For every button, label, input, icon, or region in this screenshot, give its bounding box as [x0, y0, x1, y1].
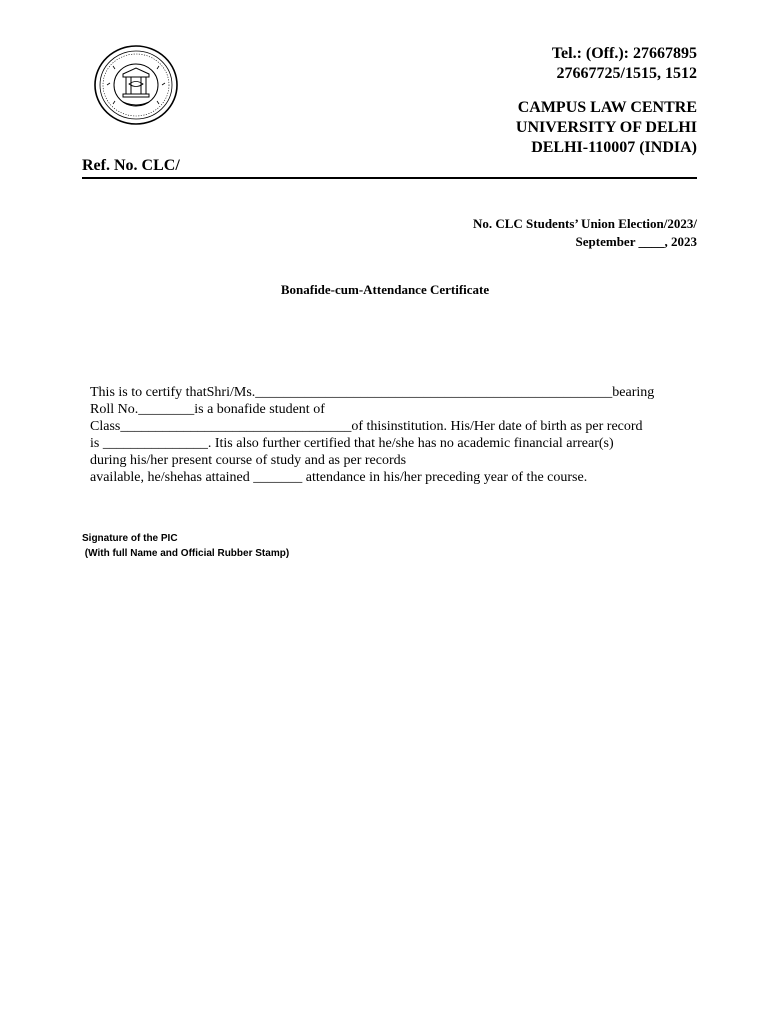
certificate-body: [90, 384, 700, 486]
body-line: is _______________. Itis also further certified that he/she has no academic financial arrear(s): [90, 436, 614, 451]
telephone-block: [552, 44, 697, 84]
university-seal-icon: [93, 44, 179, 126]
signature-note: (With full Name and Official Rubber Stamp): [82, 548, 290, 559]
signature-label: Signature of the PIC: [82, 533, 178, 544]
university-name: UNIVERSITY OF DELHI: [515, 119, 697, 136]
institution-address: [516, 98, 697, 158]
institution-name: CAMPUS LAW CENTRE: [517, 99, 697, 116]
body-line: during his/her present course of study and as per records: [90, 453, 407, 468]
document-title: Bonafide-cum-Attendance Certificate: [280, 282, 490, 297]
body-line: Class_________________________________of thisinstitution. His/Her date of birth as per record: [90, 419, 643, 434]
body-line: This is to certify thatShri/Ms.___________________________________________________bearing: [90, 385, 655, 400]
reference-number: Ref. No. CLC/: [82, 157, 180, 174]
letter-reference: [473, 215, 697, 251]
letter-date: September ____, 2023: [575, 234, 697, 249]
body-line: Roll No.________is a bonafide student of: [90, 402, 325, 417]
letter-reference-number: No. CLC Students’ Union Election/2023/: [472, 216, 697, 231]
signature-block: [82, 531, 289, 561]
telephone-line-1: Tel.: (Off.): 27667895: [551, 45, 697, 62]
telephone-line-2: 27667725/1515, 1512: [556, 65, 697, 82]
institution-city: DELHI-110007 (INDIA): [531, 139, 697, 156]
body-line: available, he/shehas attained _______ attendance in his/her preceding year of the course.: [90, 470, 588, 485]
header-divider: [82, 177, 697, 179]
